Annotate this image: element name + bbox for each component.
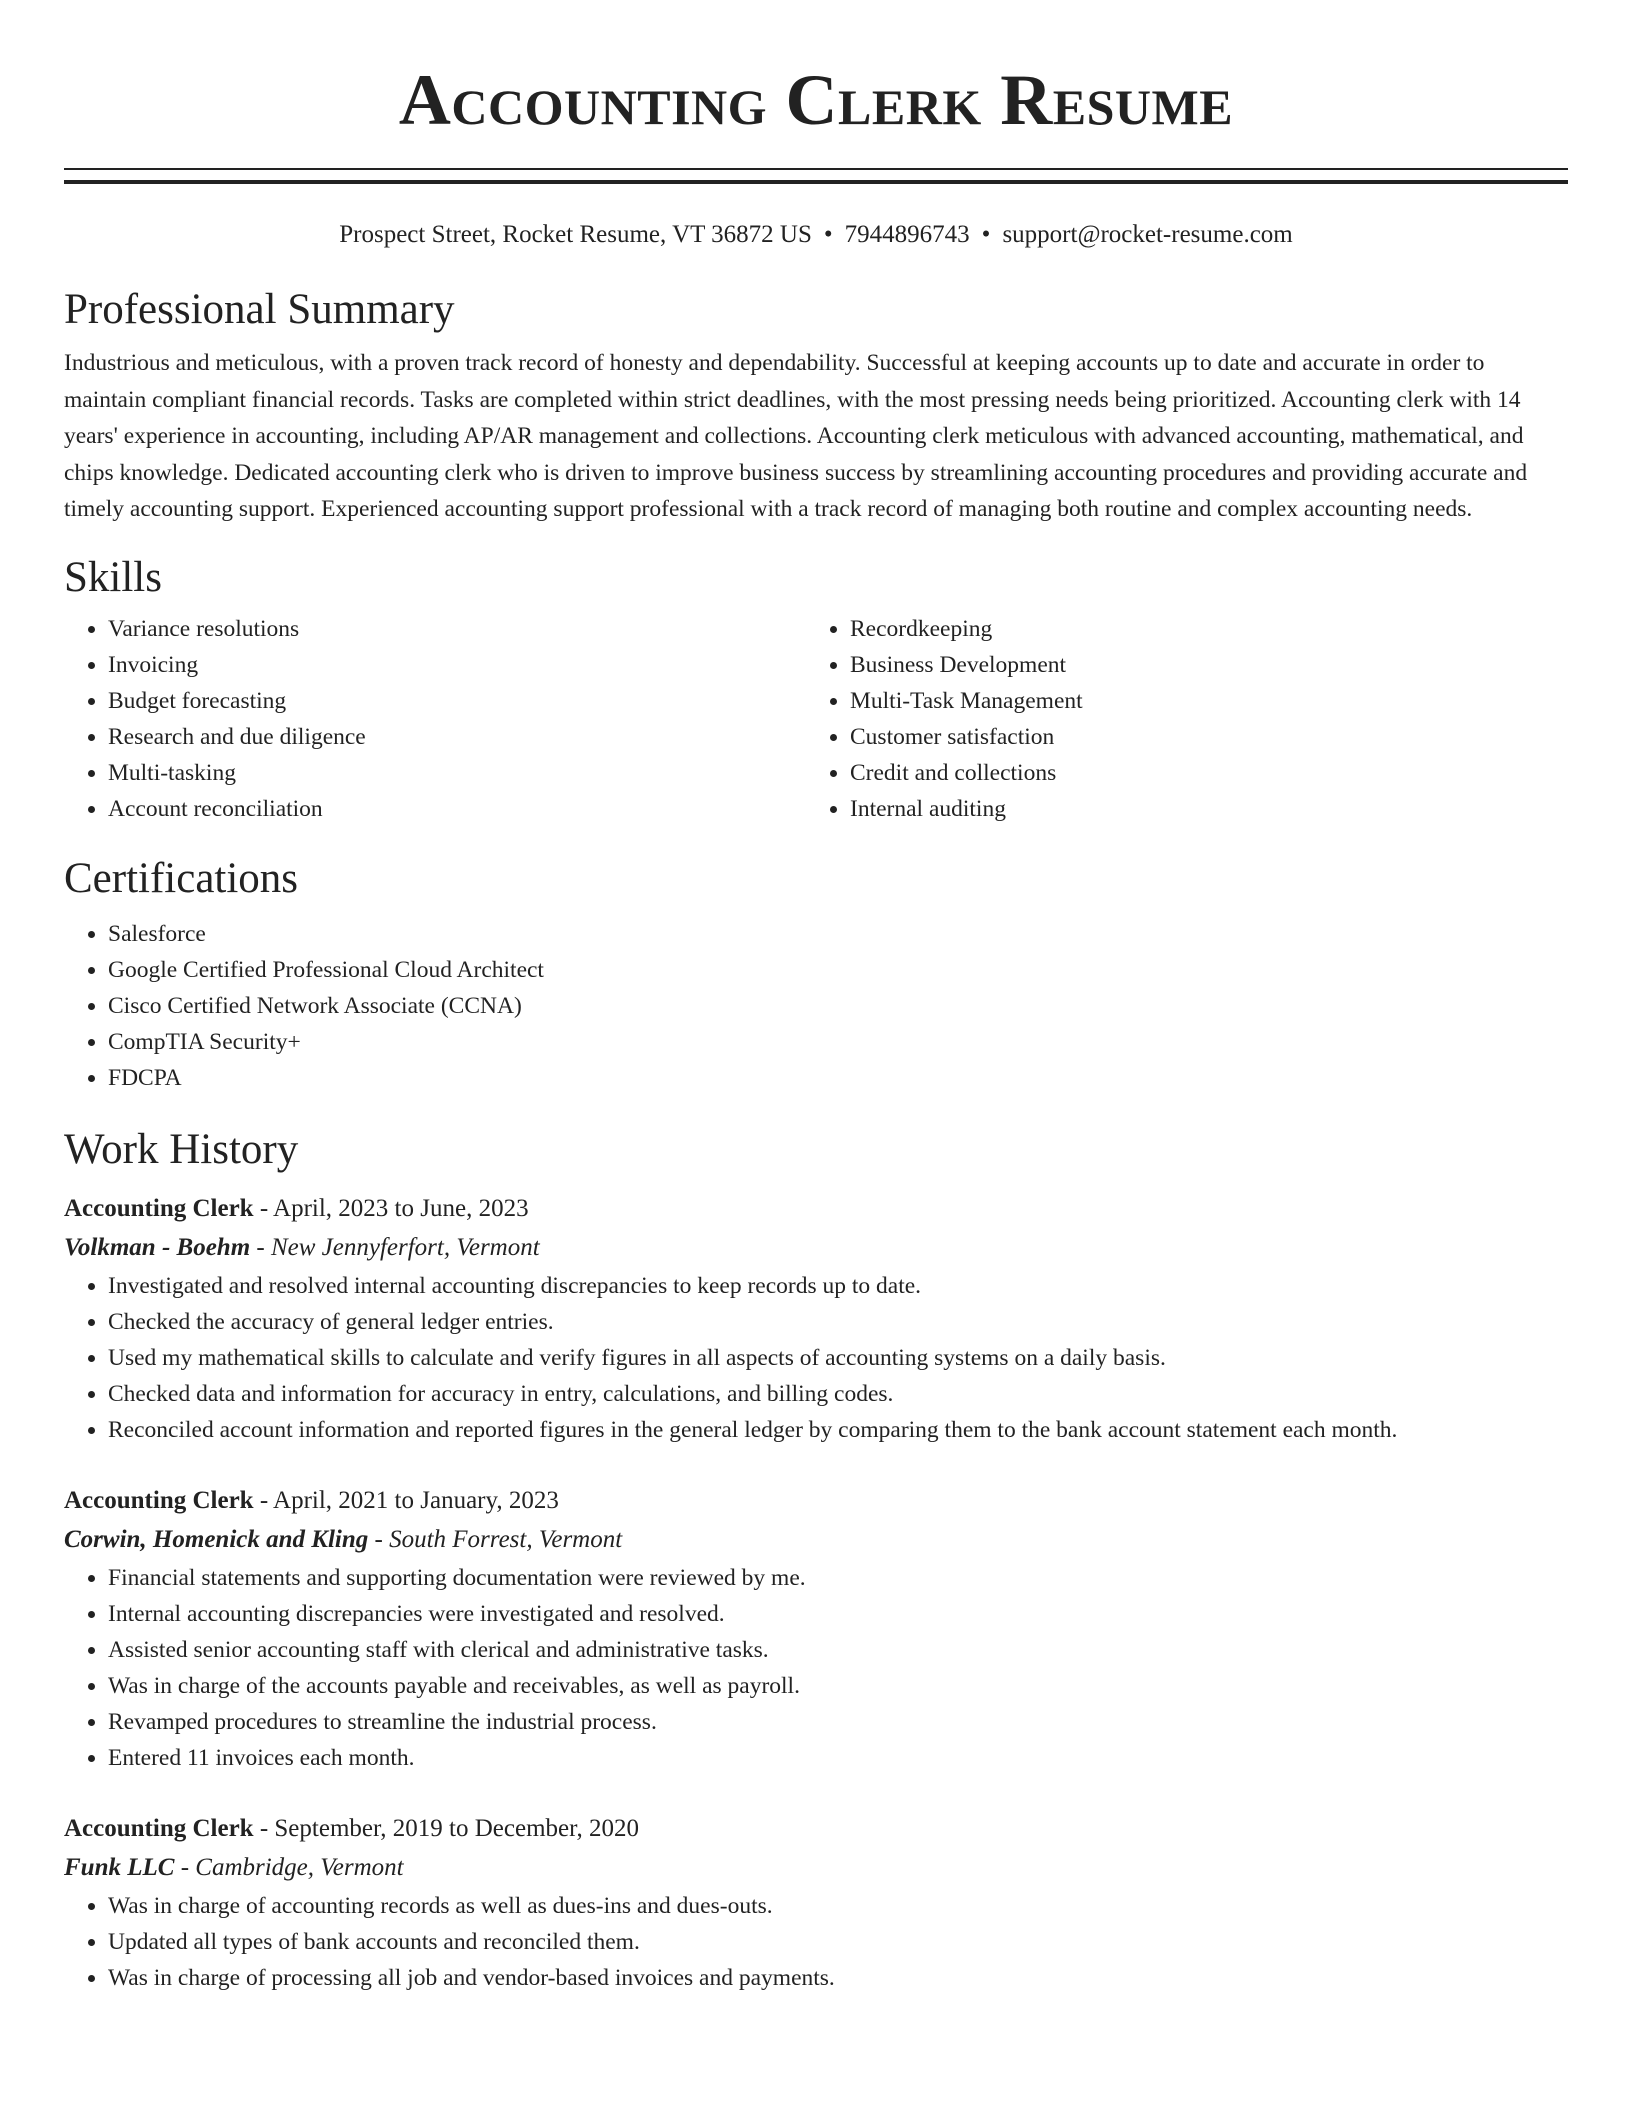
skill-item: • Internal auditing: [850, 791, 1548, 827]
job-bullet: • Used my mathematical skills to calculate and verify figures in all aspects of accounting systems on a daily basis.: [108, 1340, 1568, 1376]
job-bullet: • Revamped procedures to streamline the industrial process.: [108, 1704, 1568, 1740]
job-location: - South Forrest, Vermont: [368, 1525, 623, 1553]
contact-address: Prospect Street, Rocket Resume, VT 36872 US: [339, 221, 812, 248]
job-bullets: [64, 1888, 1568, 1996]
resume-page: [64, 0, 1568, 1996]
job-bullet: • Was in charge of the accounts payable and receivables, as well as payroll.: [108, 1668, 1568, 1704]
job-location: - Cambridge, Vermont: [174, 1853, 404, 1881]
job-company-line: [64, 1848, 1568, 1888]
job-company: Corwin, Homenick and Kling: [64, 1525, 369, 1553]
job-bullets: [64, 1268, 1568, 1448]
contact-email: support@rocket-resume.com: [1002, 221, 1293, 248]
job-company: Volkman - Boehm: [64, 1233, 251, 1261]
job-bullet: • Was in charge of processing all job and vendor-based invoices and payments.: [108, 1960, 1568, 1996]
contact-separator: •: [823, 221, 833, 248]
skill-item: • Credit and collections: [850, 755, 1548, 791]
job-bullets: [64, 1560, 1568, 1776]
job-bullet: • Checked the accuracy of general ledger entries.: [108, 1304, 1568, 1340]
job-entry: [64, 1190, 1568, 1448]
skills-heading: Skills: [64, 553, 162, 601]
skill-item: • Recordkeeping: [850, 611, 1548, 647]
title-divider: [64, 168, 1568, 184]
skill-item: • Customer satisfaction: [850, 719, 1548, 755]
contact-line: [64, 220, 1568, 250]
skills-column-right: [806, 611, 1548, 827]
job-bullet: • Checked data and information for accuracy in entry, calculations, and billing codes.: [108, 1376, 1568, 1412]
certification-item: • Cisco Certified Network Associate (CCNA): [108, 988, 1568, 1024]
certification-item: • Google Certified Professional Cloud Architect: [108, 952, 1568, 988]
certification-item: • CompTIA Security+: [108, 1024, 1568, 1060]
job-title-line: [64, 1810, 1568, 1848]
job-bullet: • Internal accounting discrepancies were investigated and resolved.: [108, 1596, 1568, 1632]
summary-text: Industrious and meticulous, with a proven track record of honesty and dependability. Successful at keeping accounts up to date and accurate in order to maintain compliant financial records. Tasks are completed within strict deadlines, with the most pressing needs being prioritized. Accounting clerk with 14 years' experience in accounting, including AP/AR management and collections. Accounting clerk meticulous with advanced accounting, mathematical, and chips knowledge. Dedicated accounting clerk who is driven to improve business success by streamlining accounting procedures and providing accurate and timely accounting support. Experienced accounting support professional with a track record of managing both routine and complex accounting needs.: [64, 350, 1528, 523]
certifications-heading: Certifications: [64, 855, 299, 903]
work-history-heading: Work History: [64, 1126, 299, 1174]
summary-heading: Professional Summary: [64, 286, 455, 333]
skill-item: • Variance resolutions: [108, 611, 806, 647]
job-dates: - April, 2023 to June, 2023: [253, 1194, 529, 1222]
job-entry: [64, 1810, 1568, 1996]
job-title-line: [64, 1482, 1568, 1520]
certifications-list: [64, 916, 1568, 1096]
job-location: - New Jennyferfort, Vermont: [250, 1233, 540, 1261]
job-dates: - September, 2019 to December, 2020: [253, 1814, 639, 1842]
job-bullet: • Assisted senior accounting staff with clerical and administrative tasks.: [108, 1632, 1568, 1668]
job-bullet: • Reconciled account information and reported figures in the general ledger by comparing them to the bank account statement each month.: [108, 1412, 1568, 1448]
skill-item: • Multi-tasking: [108, 755, 806, 791]
skill-item: • Research and due diligence: [108, 719, 806, 755]
job-bullet: • Investigated and resolved internal accounting discrepancies to keep records up to date.: [108, 1268, 1568, 1304]
contact-separator: •: [981, 221, 991, 248]
job-role: Accounting Clerk: [64, 1486, 254, 1514]
resume-title: Accounting Clerk Resume: [398, 60, 1234, 140]
job-entry: [64, 1482, 1568, 1776]
job-role: Accounting Clerk: [64, 1194, 254, 1222]
contact-phone: 7944896743: [844, 221, 970, 248]
job-bullet: • Financial statements and supporting documentation were reviewed by me.: [108, 1560, 1568, 1596]
skill-item: • Invoicing: [108, 647, 806, 683]
certification-item: • FDCPA: [108, 1060, 1568, 1096]
skill-item: • Budget forecasting: [108, 683, 806, 719]
skills-column-left: [64, 611, 806, 827]
job-company-line: [64, 1228, 1568, 1268]
skill-item: • Multi-Task Management: [850, 683, 1548, 719]
job-bullet: • Updated all types of bank accounts and reconciled them.: [108, 1924, 1568, 1960]
certification-item: • Salesforce: [108, 916, 1568, 952]
job-title-line: [64, 1190, 1568, 1228]
job-role: Accounting Clerk: [64, 1814, 254, 1842]
job-bullet: • Entered 11 invoices each month.: [108, 1740, 1568, 1776]
job-bullet: • Was in charge of accounting records as well as dues-ins and dues-outs.: [108, 1888, 1568, 1924]
job-company-line: [64, 1520, 1568, 1560]
skill-item: • Business Development: [850, 647, 1548, 683]
job-company: Funk LLC: [64, 1853, 175, 1881]
skill-item: • Account reconciliation: [108, 791, 806, 827]
job-dates: - April, 2021 to January, 2023: [253, 1486, 559, 1514]
skills-list: [64, 611, 1568, 827]
